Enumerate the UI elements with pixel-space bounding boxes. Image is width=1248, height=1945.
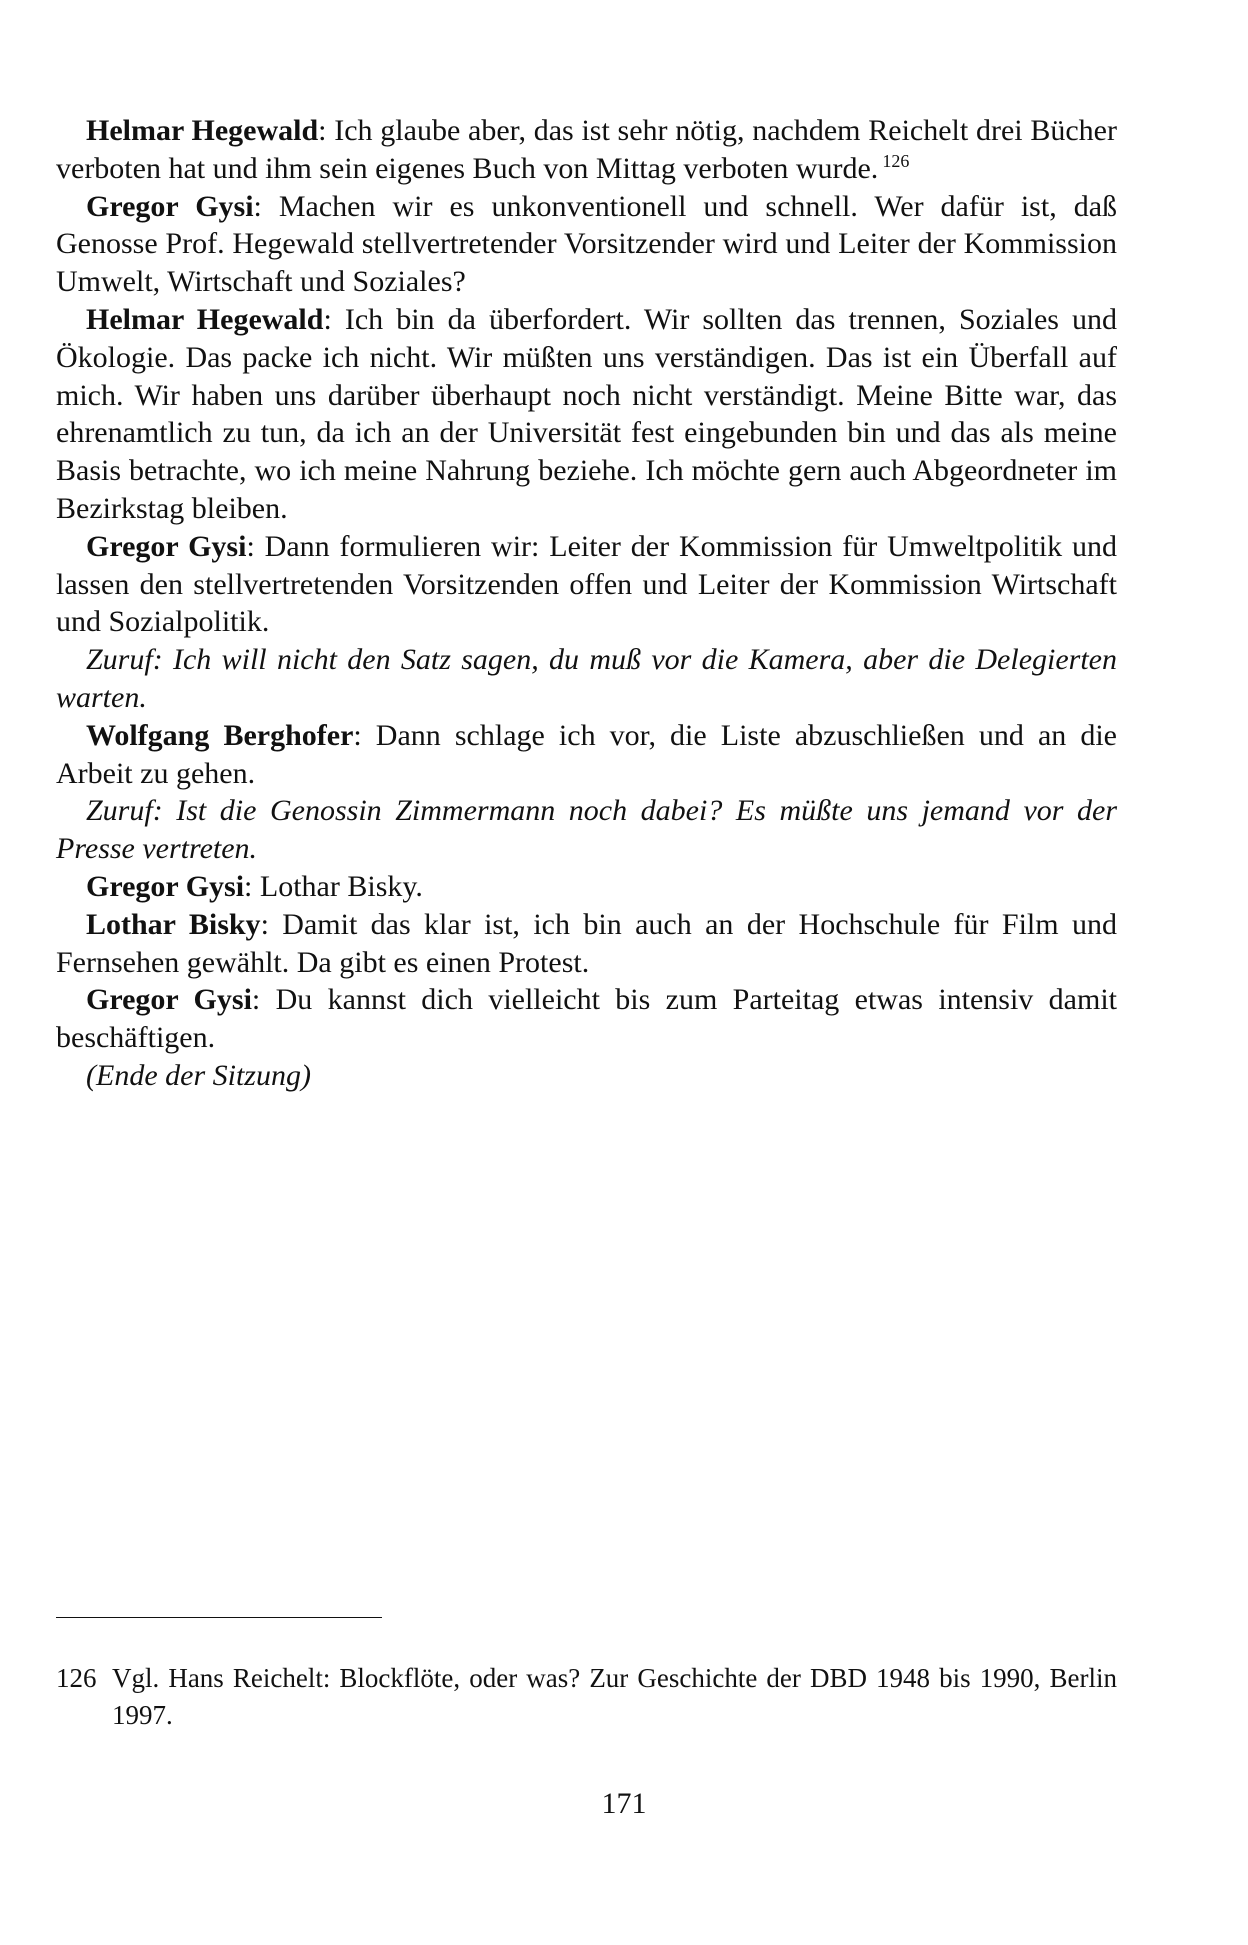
paragraph-10 [56,981,1117,1057]
session-end-note: (Ende der Sitzung) [86,1058,311,1092]
paragraph-8 [56,868,1117,906]
speech-text: : Dann schlage ich vor, die Liste abzuschließen und an die Arbeit zu gehen. [56,718,1117,790]
speaker-name: Lothar Bisky [86,907,261,941]
paragraph-3 [56,301,1117,528]
footnote-text: Vgl. Hans Reichelt: Blockflöte, oder was? Zur Geschichte der DBD 1948 bis 1990, Berlin 1997. [112,1663,1117,1730]
speaker-name: Gregor Gysi [86,983,252,1017]
footnote-reference[interactable]: 126 [882,150,910,171]
interjection-1: Zuruf: Ich will nicht den Satz sagen, du muß vor die Kamera, aber die Delegierten warten. [56,643,1117,714]
interjection-2: Zuruf: Ist die Genossin Zimmermann noch dabei? Es müßte uns jemand vor der Presse vertreten. [56,794,1117,866]
speech-text: : Ich bin da überfordert. Wir sollten das trennen, Soziales und Ökologie. Das packe ich nicht. Wir müßten uns verständigen. Das ist ein Überfall auf mich. Wir haben uns darüber überhaupt noch nicht verständigt. Meine Bitte war, das ehrenamtlich zu tun, da ich an der Universität fest eingebunden bin und das als meine Basis betrachte, wo ich meine Nahrung beziehe. Ich möchte gern auch Abgeordneter im Bezirkstag bleiben. [56,302,1117,525]
footnote-separator [56,1617,382,1618]
transcript-body [56,112,1117,1095]
speech-text: : Machen wir es unkonventionell und schnell. Wer dafür ist, daß Genosse Prof. Hegewald stellvertretender Vorsitzender wird und Leiter der Kommission Umwelt, Wirtschaft und Soziales? [56,189,1118,299]
speaker-name: Gregor Gysi [86,529,247,563]
paragraph-4 [56,528,1117,641]
speech-text: : Ich glaube aber, das ist sehr nötig, nachdem Reichelt drei Bücher verboten hat und ihm sein eigenes Buch von Mittag verboten wurde. [56,114,1117,185]
speech-text: : Lothar Bisky. [244,869,423,903]
paragraph-9 [56,906,1117,982]
speaker-name: Wolfgang Berghofer [86,718,354,752]
page-number: 171 [601,1787,647,1820]
footnote-number: 126 [56,1663,97,1693]
paragraph-6 [56,717,1117,793]
speech-text: : Dann formulieren wir: Leiter der Kommission für Umweltpolitik und lassen den stellvertretenden Vorsitzenden offen und Leiter der Kommission Wirtschaft und Sozialpolitik. [56,529,1117,639]
paragraph-2 [56,188,1117,301]
speech-text: : Du kannst dich vielleicht bis zum Parteitag etwas intensiv damit beschäftigen. [56,983,1117,1055]
speaker-name: Helmar Hegewald [86,114,319,147]
speech-text: : Damit das klar ist, ich bin auch an der Hochschule für Film und Fernsehen gewählt. Da gibt es einen Protest. [56,907,1117,979]
speaker-name: Gregor Gysi [86,869,245,903]
speaker-name: Gregor Gysi [86,189,254,223]
footnote [56,1660,1117,1734]
paragraph-1 [56,112,1117,188]
speaker-name: Helmar Hegewald [86,302,324,336]
